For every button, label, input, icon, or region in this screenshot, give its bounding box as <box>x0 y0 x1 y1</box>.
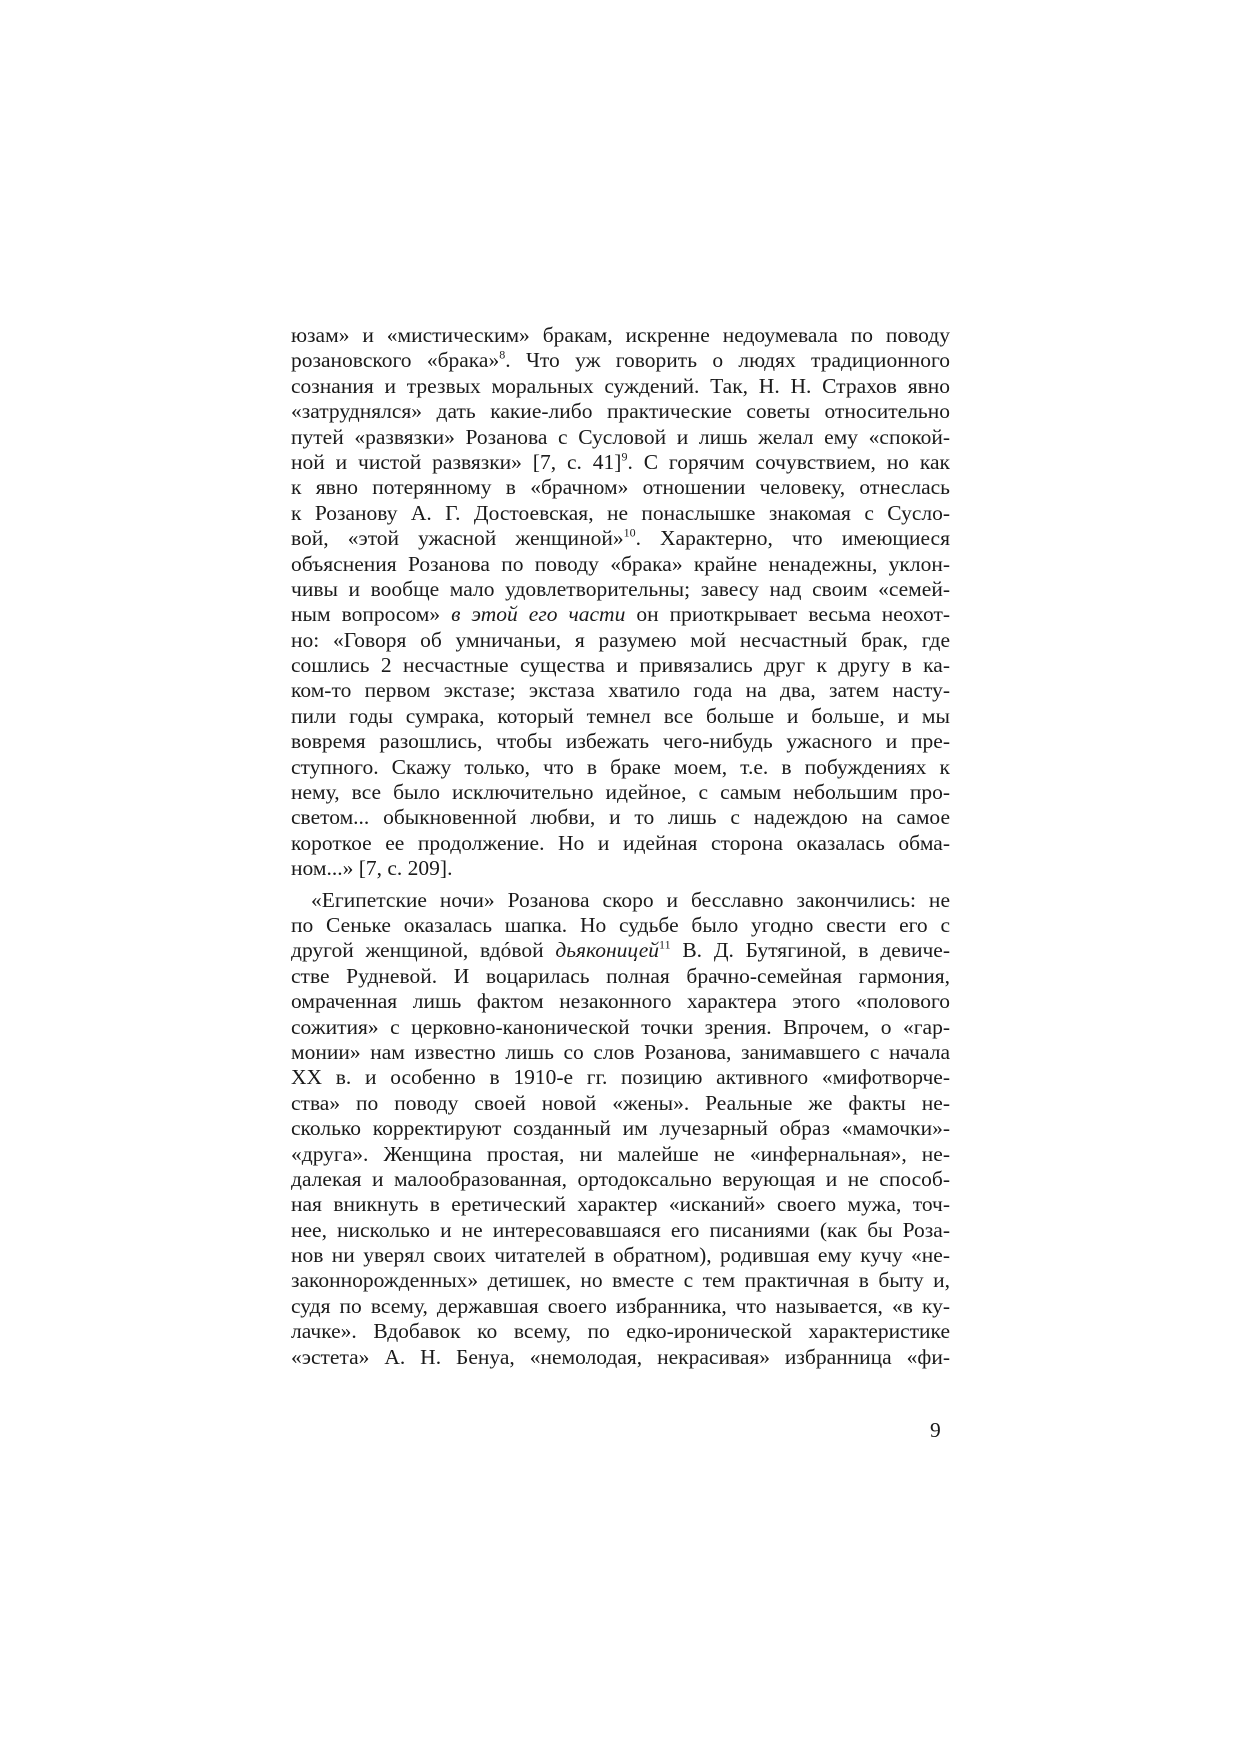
text-run: юзам» и «мистическим» бракам, искренне недоумевала по поводу <box>291 323 950 347</box>
text-run: «затруднялся» дать какие-либо практические советы относительно <box>291 399 950 424</box>
text-run: XX в. и особенно в 1910-е гг. позицию активного «мифотворче- <box>291 1065 950 1090</box>
text-run: ства» по поводу своей новой «жены». Реальные же факты не- <box>291 1090 950 1115</box>
text-line <box>291 425 950 450</box>
text-run: к Розанову А. Г. Достоевская, не понаслышке знакомая с Суслo- <box>291 500 950 525</box>
text-run: «эстета» А. Н. Бенуа, «немолодая, некрасивая» избранница «фи- <box>291 1344 950 1369</box>
text-run: объяснения Розанова по поводу «брака» крайне ненадежны, уклон- <box>291 551 950 576</box>
text-line <box>291 805 950 830</box>
text-run: нему, все было исключительно идейное, с самым небольшим про- <box>291 780 950 805</box>
text-run: к явно потерянному в «брачном» отношении человеку, отнеслась <box>291 475 950 500</box>
text-line <box>291 323 950 348</box>
text-line <box>291 577 950 602</box>
text-run: сошлись 2 несчастные существа и привязались друг к другу в ка- <box>291 653 950 678</box>
text-line <box>291 913 950 938</box>
text-line <box>291 780 950 805</box>
text-line <box>291 1015 950 1040</box>
text-run: пили годы сумрака, который темнел все больше и больше, и мы <box>291 703 950 728</box>
text-run: сознания и трезвых моральных суждений. Так, Н. Н. Страхов явно <box>291 373 950 398</box>
text-run: ной и чистой развязки» [7, с. 41] <box>291 449 622 474</box>
text-run: чивы и вообще мало удовлетворительны; завесу над своим «семей- <box>291 576 950 601</box>
text-line <box>291 1268 950 1293</box>
text-run: но: «Говоря об умничаньи, я разумею мой несчастный брак, где <box>291 627 950 652</box>
text-line <box>291 653 950 678</box>
text-run: стве Рудневой. И воцарилась полная брачно-семейная гармония, <box>291 963 950 988</box>
text-run: лачке». Вдобавок ко всему, по едко-иронической характеристике <box>291 1319 950 1344</box>
text-line <box>291 856 950 881</box>
text-run: по Сеньке оказалась шапка. Но судьбе было угодно свести его с <box>291 912 950 937</box>
text-line <box>291 1243 950 1268</box>
text-line <box>291 399 950 424</box>
text-line <box>291 450 950 475</box>
text-run: путей «развязки» Розанова с Сусловой и лишь желал ему «спокой- <box>291 424 950 449</box>
body-text <box>291 323 950 1370</box>
text-run: монии» нам известно лишь со слов Розанова, занимавшего с начала <box>291 1039 950 1064</box>
footnote-ref: 10 <box>623 525 636 540</box>
text-line <box>291 1142 950 1167</box>
text-run: «друга». Женщина простая, ни малейше не «инфернальная», не- <box>291 1141 950 1166</box>
footnote-ref: 11 <box>659 937 671 952</box>
text-run: «Египетские ночи» Розанова скоро и бесславно закончились: не <box>311 887 950 912</box>
text-run: вой, «этой ужасной женщиной» <box>291 526 624 551</box>
text-run: ступного. Скажу только, что в браке моем, т.е. в побуждениях к <box>291 754 950 779</box>
text-line <box>291 526 950 551</box>
text-line <box>291 1167 950 1192</box>
text-line <box>291 374 950 399</box>
text-line <box>291 755 950 780</box>
text-run: далекая и малообразованная, ортодоксально верующая и не способ- <box>291 1166 950 1191</box>
text-run: нее, нисколько и не интересовавшаяся его писаниями (как бы Роза- <box>291 1217 950 1242</box>
footnote-ref: 8 <box>499 348 506 362</box>
text-line <box>291 552 950 577</box>
text-run: . С горячим сочувствием, но как <box>627 449 950 474</box>
text-run: короткое ее продолжение. Но и идейная сторона оказалась обма- <box>291 830 950 855</box>
text-line <box>291 938 950 963</box>
text-run: другой женщиной, вдóвой <box>291 938 556 963</box>
text-run: . Что уж говорить о людях традиционного <box>505 348 950 373</box>
text-run: он приоткрывает весьма неохот- <box>625 602 951 627</box>
text-run: нов ни уверял своих читателей в обратном), родившая ему кучу «не- <box>291 1243 950 1268</box>
italic-phrase: дьяконицей <box>555 938 660 963</box>
text-run: ным вопросом» <box>291 602 452 627</box>
text-line <box>291 729 950 754</box>
text-run: . Характерно, что имеющиеся <box>635 526 950 551</box>
text-line <box>291 1065 950 1090</box>
text-line <box>291 1294 950 1319</box>
text-run: судя по всему, державшая своего избранника, что называется, «в ку- <box>291 1293 950 1318</box>
text-line <box>291 1345 950 1370</box>
italic-phrase: в этой его части <box>451 602 626 627</box>
text-line <box>291 989 950 1014</box>
text-run: омраченная лишь фактом незаконного характера этого «полового <box>291 989 950 1014</box>
text-line <box>291 678 950 703</box>
page-number: 9 <box>930 1418 941 1442</box>
paragraph <box>291 888 950 1370</box>
text-line <box>291 1192 950 1217</box>
text-run: светом... обыкновенной любви, и то лишь с надеждою на самое <box>291 805 950 830</box>
text-run: В. Д. Бутягиной, в девиче- <box>670 938 950 963</box>
paragraph <box>291 323 950 882</box>
text-line <box>291 348 950 373</box>
text-line <box>291 628 950 653</box>
text-run: законнорожденных» детишек, но вместе с тем практичная в быту и, <box>291 1268 950 1293</box>
text-line <box>291 1319 950 1344</box>
text-run: ном...» [7, с. 209]. <box>291 856 453 881</box>
text-line <box>291 602 950 627</box>
text-run: розановского «брака» <box>291 348 500 373</box>
text-line <box>291 501 950 526</box>
text-run: ком-то первом экстазе; экстаза хватило года на два, затем насту- <box>291 678 950 703</box>
text-run: вовремя разошлись, чтобы избежать чего-нибудь ужасного и пре- <box>291 729 950 754</box>
text-line <box>291 1116 950 1141</box>
text-line <box>291 1040 950 1065</box>
text-run: сожития» с церковно-канонической точки зрения. Впрочем, о «гар- <box>291 1014 950 1039</box>
text-line <box>291 1091 950 1116</box>
text-line <box>291 831 950 856</box>
text-run: ная вникнуть в еретический характер «исканий» своего мужа, точ- <box>291 1192 950 1217</box>
text-line <box>291 704 950 729</box>
text-run: сколько корректируют созданный им лучезарный образ «мамочки»- <box>291 1116 950 1141</box>
text-line <box>291 888 950 913</box>
footnote-ref: 9 <box>621 449 628 464</box>
text-line <box>291 475 950 500</box>
text-line <box>291 1218 950 1243</box>
text-line <box>291 964 950 989</box>
